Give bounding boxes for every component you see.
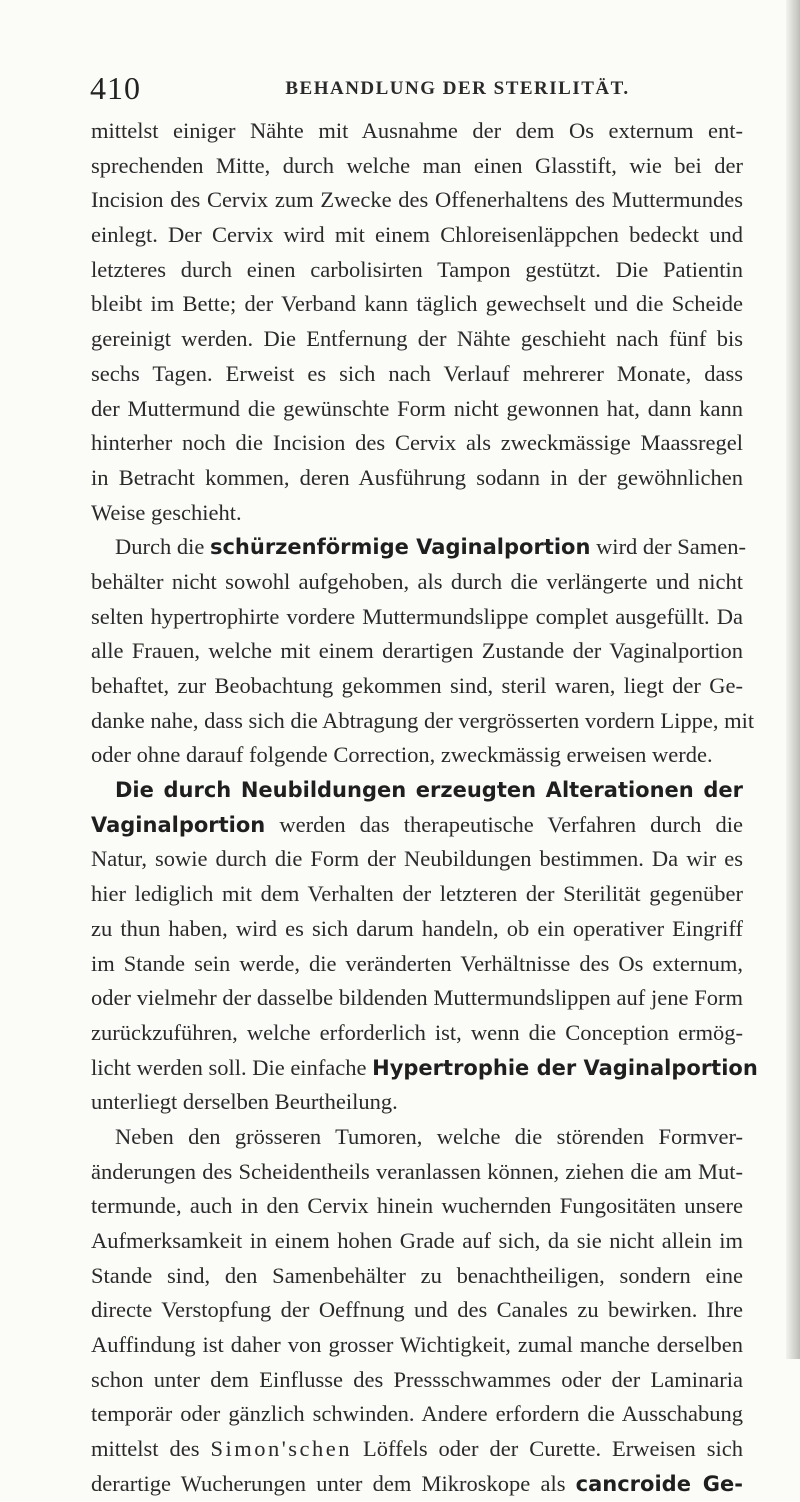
text-line: [91, 877, 743, 912]
text-line: [91, 287, 743, 322]
running-head: [90, 70, 745, 106]
text-line: [91, 1397, 743, 1432]
line-text: hier lediglich mit dem Verhalten der letzteren der Sterilität gegenüber: [91, 881, 743, 907]
line-text: licht werden soll. Die einfache: [91, 1054, 373, 1080]
text-line: [91, 218, 743, 253]
text-line: [91, 461, 743, 496]
text-line: [91, 1051, 758, 1086]
line-text: danke nahe, dass sich die Abtragung der vergrösserten vordern Lippe, mit: [91, 707, 755, 733]
text-line: [91, 981, 743, 1016]
line-text: bleibt im Bette; der Verband kann täglich gewechselt und die Scheide: [91, 291, 743, 317]
line-text: Neben den grösseren Tumoren, welche die störenden Formver-: [115, 1123, 743, 1149]
line-text: mittelst einiger Nähte mit Ausnahme der dem Os externum ent-: [91, 118, 743, 143]
line-text: behaftet, zur Beobachtung gekommen sind, steril waren, liegt der Ge-: [91, 673, 743, 698]
text-line: [91, 1293, 743, 1328]
line-text: unterliegt derselben Beurtheilung.: [91, 1089, 398, 1115]
text-line: [91, 1120, 743, 1155]
page-edge-shadow: [786, 0, 800, 1359]
text-line: [91, 738, 743, 773]
text-line: [91, 808, 743, 843]
line-text: alle Frauen, welche mit einem derartigen Zustande der Vaginalportion: [91, 638, 743, 664]
line-text: derartige Wucherungen unter dem Mikroskope als: [91, 1470, 576, 1496]
line-text: sechs Tagen. Erweist es sich nach Verlauf mehrerer Monate, dass: [91, 360, 743, 386]
line-text: oder ohne darauf folgende Correction, zweckmässig erweisen werde.: [91, 742, 713, 768]
emphasis-term: cancroide Ge-: [575, 1471, 743, 1496]
text-line: [91, 634, 743, 669]
text-line: [91, 600, 743, 635]
text-line: [91, 149, 743, 184]
text-line: [91, 1189, 743, 1224]
line-text: einlegt. Der Cervix wird mit einem Chloreisenläppchen bedeckt und: [91, 222, 743, 248]
line-text: Incision des Cervix zum Zwecke des Offenerhaltens des Muttermundes: [91, 187, 743, 213]
emphasis-term: Die durch Neubildungen erzeugten Alterationen der: [115, 778, 743, 803]
text-line: [91, 565, 743, 600]
text-line: [91, 912, 743, 947]
emphasis-term: Hypertrophie der Vaginalportion: [372, 1055, 758, 1080]
text-line: [91, 1363, 743, 1398]
text-line: [91, 1085, 743, 1120]
emphasis-term: schürzenförmige Vaginalportion: [209, 535, 591, 560]
text-line: [91, 253, 743, 288]
text-line: [91, 114, 743, 149]
text-line: [91, 426, 743, 461]
line-text: hinterher noch die Incision des Cervix als zweckmässige Maassregel: [91, 430, 743, 456]
line-text: gereinigt werden. Die Entfernung der Nähte geschieht nach fünf bis: [91, 326, 743, 352]
line-text: termunde, auch in den Cervix hinein wuchernden Fungositäten unsere: [91, 1193, 743, 1219]
text-line: [91, 357, 743, 392]
line-text: Auffindung ist daher von grosser Wichtigkeit, zumal manche derselben: [91, 1332, 743, 1358]
body-text: [91, 114, 758, 1502]
text-line: [91, 842, 743, 877]
text-line: [91, 669, 743, 704]
line-text: sprechenden Mitte, durch welche man einen Glasstift, wie bei der: [91, 152, 743, 178]
line-text: schon unter dem Einflusse des Pressschwammes oder der Laminaria: [91, 1366, 743, 1392]
spaced-name: Simon'schen: [210, 1436, 353, 1462]
text-line: [91, 1432, 743, 1467]
line-text: Weise geschieht.: [91, 499, 242, 525]
line-text: Aufmerksamkeit in einem hohen Grade auf sich, da sie nicht allein im: [91, 1228, 743, 1253]
line-text: Stande sind, den Samenbehälter zu benachtheiligen, sondern eine: [91, 1262, 743, 1288]
text-line: [91, 1155, 743, 1190]
line-text: directe Verstopfung der Oeffnung und des Canales zu bewirken. Ihre: [91, 1297, 743, 1323]
text-line: [91, 773, 743, 808]
line-text: letzteres durch einen carbolisirten Tampon gestützt. Die Patientin: [91, 256, 743, 282]
line-text: zu thun haben, wird es sich darum handeln, ob ein operativer Eingriff: [91, 915, 743, 941]
text-line: [91, 947, 743, 982]
text-line: [91, 1328, 743, 1363]
line-text: selten hypertrophirte vordere Muttermundslippe complet ausgefüllt. Da: [91, 603, 743, 629]
line-text: änderungen des Scheidentheils veranlassen können, ziehen die am Mut-: [91, 1158, 743, 1184]
page-number: 410: [90, 70, 141, 106]
text-line: [91, 496, 743, 531]
line-text: Natur, sowie durch die Form der Neubildungen bestimmen. Da wir es: [91, 846, 743, 872]
running-title: BEHANDLUNG DER STERILITÄT.: [285, 78, 630, 99]
text-line: [91, 1224, 743, 1259]
line-text: der Muttermund die gewünschte Form nicht gewonnen hat, dann kann: [91, 395, 743, 421]
emphasis-term: Vaginalportion: [91, 812, 266, 837]
text-line: [91, 1259, 743, 1294]
line-text: werden das therapeutische Verfahren durch die: [265, 811, 743, 837]
text-line: [91, 392, 743, 427]
line-text: mittelst des: [91, 1436, 211, 1462]
line-text: im Stande sein werde, die veränderten Verhältnisse des Os externum,: [91, 950, 743, 976]
line-text: oder vielmehr der dasselbe bildenden Muttermundslippen auf jene Form: [91, 985, 743, 1011]
line-text: temporär oder gänzlich schwinden. Andere erfordern die Ausschabung: [91, 1401, 743, 1427]
text-line: [91, 1016, 743, 1051]
line-text: in Betracht kommen, deren Ausführung sodann in der gewöhnlichen: [91, 464, 743, 490]
line-text: Durch die: [115, 534, 210, 560]
text-line: [91, 530, 747, 565]
text-line: [91, 704, 755, 739]
line-text: Löffels oder der Curette. Erweisen sich: [352, 1436, 743, 1462]
line-text: behälter nicht sowohl aufgehoben, als durch die verlängerte und nicht: [91, 568, 743, 594]
line-text: wird der Samen-: [590, 534, 747, 560]
text-line: [91, 1467, 743, 1502]
text-line: [91, 183, 743, 218]
line-text: zurückzuführen, welche erforderlich ist, wenn die Conception ermög-: [91, 1019, 743, 1045]
text-line: [91, 322, 743, 357]
